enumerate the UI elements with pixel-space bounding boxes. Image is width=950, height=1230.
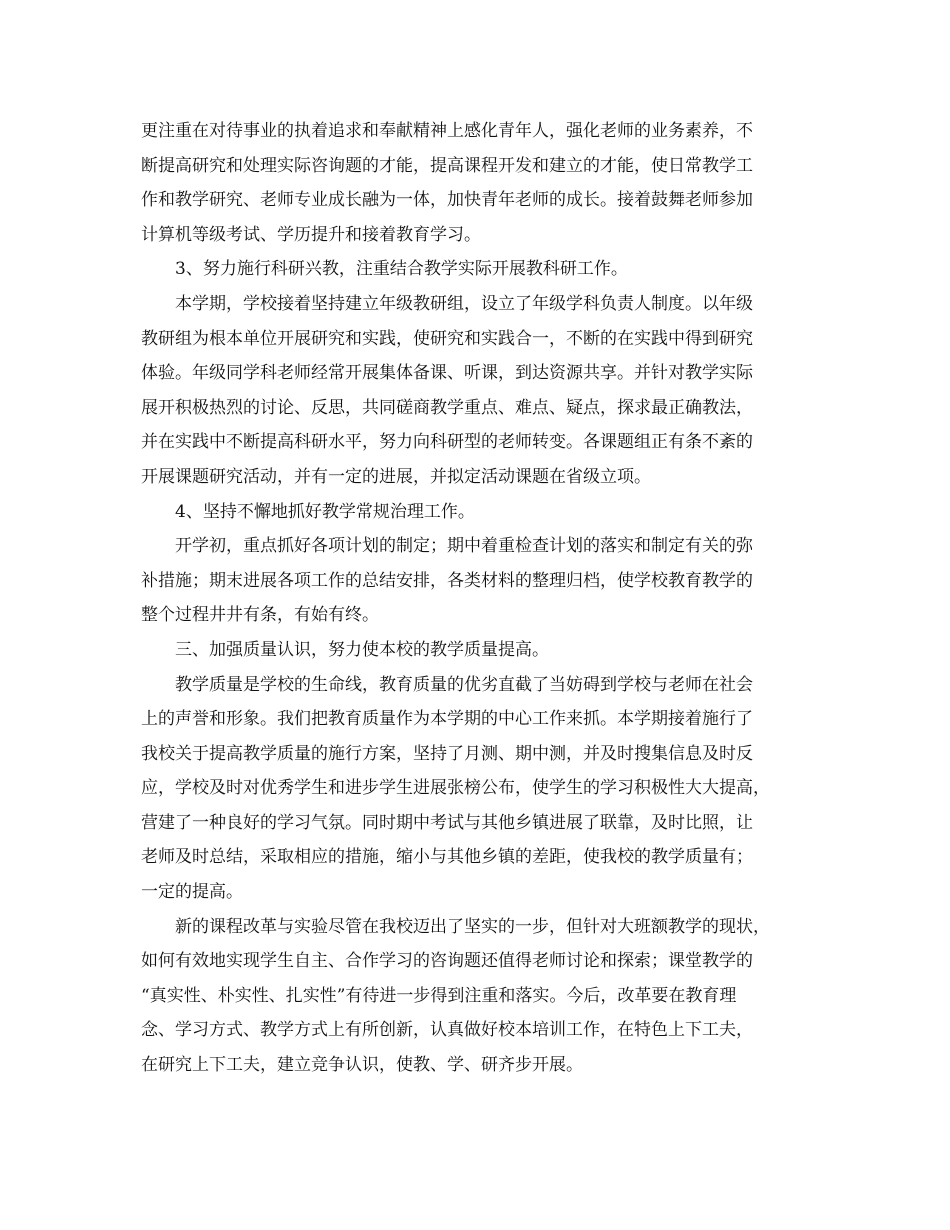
text-line: 念、学习方式、教学方式上有所创新，认真做好校本培训工作，在特色上下工夫， [141,1020,753,1041]
text-line: 开学初，重点抓好各项计划的制定；期中着重检查计划的落实和制定有关的弥 [175,536,753,557]
text-line: 上的声誉和形象。我们把教育质量作为本学期的中心工作来抓。本学期接着施行了 [141,709,753,730]
text-line: 老师及时总结，采取相应的措施，缩小与其他乡镇的差距，使我校的教学质量有； [141,847,753,868]
text-line: 营建了一种良好的学习气氛。同时期中考试与其他乡镇进展了联靠，及时比照，让 [141,812,753,833]
text-line: 展开积极热烈的讨论、反思，共同磋商教学重点、难点、疑点，探求最正确教法， [141,397,753,418]
text-line: “真实性、朴实性、扎实性”有待进一步得到注重和落实。今后，改革要在教育理 [141,985,737,1006]
text-line: 3、努力施行科研兴教，注重结合教学实际开展教科研工作。 [175,259,628,280]
text-line: 我校关于提高教学质量的施行方案，坚持了月测、期中测，并及时搜集信息及时反 [141,743,753,764]
text-line: 应，学校及时对优秀学生和进步学生进展张榜公布，使学生的学习积极性大大提高， [141,778,770,799]
text-line: 一定的提高。 [141,882,243,903]
text-line: 教研组为根本单位开展研究和实践，使研究和实践合一，不断的在实践中得到研究 [141,328,753,349]
text-line: 作和教学研究、老师专业成长融为一体，加快青年老师的成长。接着鼓舞老师参加 [141,190,753,211]
text-line: 4、坚持不懈地抓好教学常规治理工作。 [175,501,475,522]
text-line: 计算机等级考试、学历提升和接着教育学习。 [141,224,481,245]
text-line: 在研究上下工夫，建立竞争认识，使教、学、研齐步开展。 [141,1055,583,1076]
text-line: 开展课题研究活动，并有一定的进展，并拟定活动课题在省级立项。 [141,466,651,487]
text-line: 并在实践中不断提高科研水平，努力向科研型的老师转变。各课题组正有条不紊的 [141,432,753,453]
text-line: 新的课程改革与实验尽管在我校迈出了坚实的一步，但针对大班额教学的现状， [175,916,770,937]
text-line: 三、加强质量认识，努力使本校的教学质量提高。 [175,639,549,660]
text-line: 体验。年级同学科老师经常开展集体备课、听课，到达资源共享。并针对教学实际 [141,363,753,384]
text-line: 如何有效地实现学生自主、合作学习的咨询题还值得老师讨论和探索；课堂教学的 [141,951,753,972]
text-line: 断提高研究和处理实际咨询题的才能，提高课程开发和建立的才能，使日常教学工 [141,155,753,176]
text-line: 教学质量是学校的生命线，教育质量的优劣直截了当妨碍到学校与老师在社会 [175,674,753,695]
text-line: 补措施；期末进展各项工作的总结安排，各类材料的整理归档，使学校教育教学的 [141,570,753,591]
text-line: 更注重在对待事业的执着追求和奉献精神上感化青年人，强化老师的业务素养，不 [141,121,753,141]
text-line: 整个过程井井有条，有始有终。 [141,605,379,626]
document-body [141,114,825,1083]
text-line: 本学期，学校接着坚持建立年级教研组，设立了年级学科负责人制度。以年级 [175,293,753,314]
